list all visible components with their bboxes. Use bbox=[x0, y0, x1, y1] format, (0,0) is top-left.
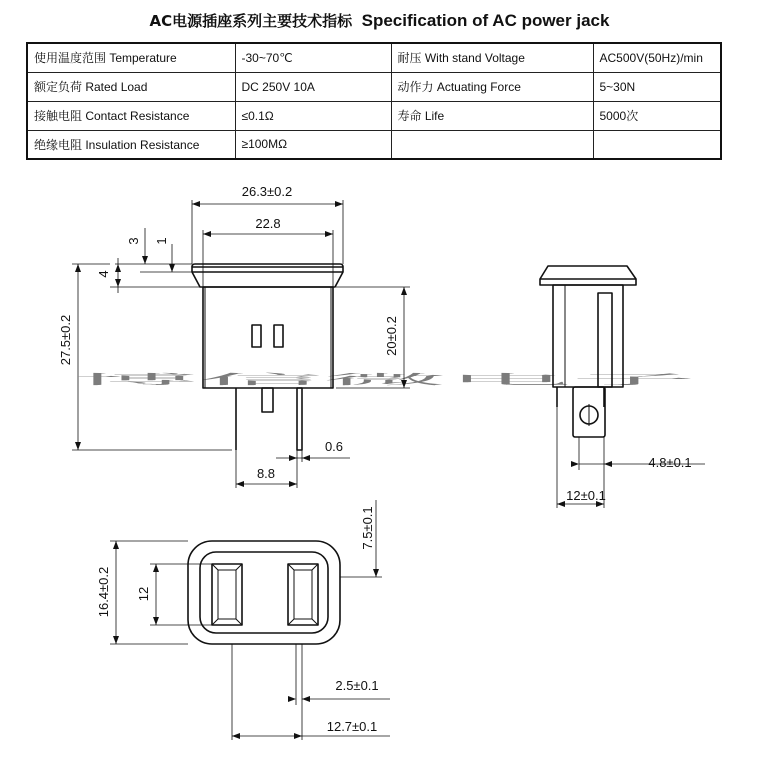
dimension-arrows bbox=[75, 201, 612, 739]
dim-height-total: 27.5±0.2 bbox=[58, 314, 73, 366]
side-view bbox=[540, 266, 636, 437]
bottom-view bbox=[188, 541, 340, 644]
spec-value: 5~30N bbox=[593, 72, 721, 101]
spec-label: 寿命 Life bbox=[391, 101, 593, 130]
spec-value: 5000次 bbox=[593, 101, 721, 130]
dim-pin-thickness: 0.6 bbox=[324, 439, 344, 454]
dim-bottom-height: 16.4±0.2 bbox=[96, 566, 111, 618]
spec-label: 耐压 With stand Voltage bbox=[391, 43, 593, 72]
dim-bottom-pitch: 12.7±0.1 bbox=[326, 719, 378, 734]
dim-height-body: 20±0.2 bbox=[384, 316, 399, 356]
spec-value: DC 250V 10A bbox=[235, 72, 391, 101]
dim-rim-4: 4 bbox=[96, 270, 111, 278]
title-zh: AC电源插座系列主要技术指标 bbox=[149, 12, 353, 30]
dim-side-offset: 4.8±0.1 bbox=[648, 455, 692, 470]
dim-pin-spacing: 8.8 bbox=[256, 466, 276, 481]
dim-front-width-body: 22.8 bbox=[255, 216, 281, 231]
dim-bottom-slot: 7.5±0.1 bbox=[360, 506, 375, 550]
dim-bottom-inner: 12 bbox=[136, 586, 151, 602]
spec-value: AC500V(50Hz)/min bbox=[593, 43, 721, 72]
spec-label: 使用温度范围 Temperature bbox=[27, 43, 235, 72]
spec-value: -30~70℃ bbox=[235, 43, 391, 72]
spec-value: ≤0.1Ω bbox=[235, 101, 391, 130]
spec-label: 额定负荷 Rated Load bbox=[27, 72, 235, 101]
spec-label: 绝缘电阻 Insulation Resistance bbox=[27, 130, 235, 159]
front-view bbox=[192, 264, 343, 450]
watermark: 博信微电子 bbox=[74, 372, 696, 387]
dim-rim-3: 3 bbox=[126, 237, 141, 245]
dimension-lines bbox=[72, 200, 705, 740]
spec-value: ≥100MΩ bbox=[235, 130, 391, 159]
dim-rim-1: 1 bbox=[154, 237, 169, 245]
dim-bottom-pin-width: 2.5±0.1 bbox=[335, 678, 379, 693]
title-en: Specification of AC power jack bbox=[361, 11, 610, 30]
dim-side-depth: 12±0.1 bbox=[566, 488, 606, 503]
spec-label: 接触电阻 Contact Resistance bbox=[27, 101, 235, 130]
dim-front-width-total: 26.3±0.2 bbox=[241, 184, 293, 199]
spec-label: 动作力 Actuating Force bbox=[391, 72, 593, 101]
